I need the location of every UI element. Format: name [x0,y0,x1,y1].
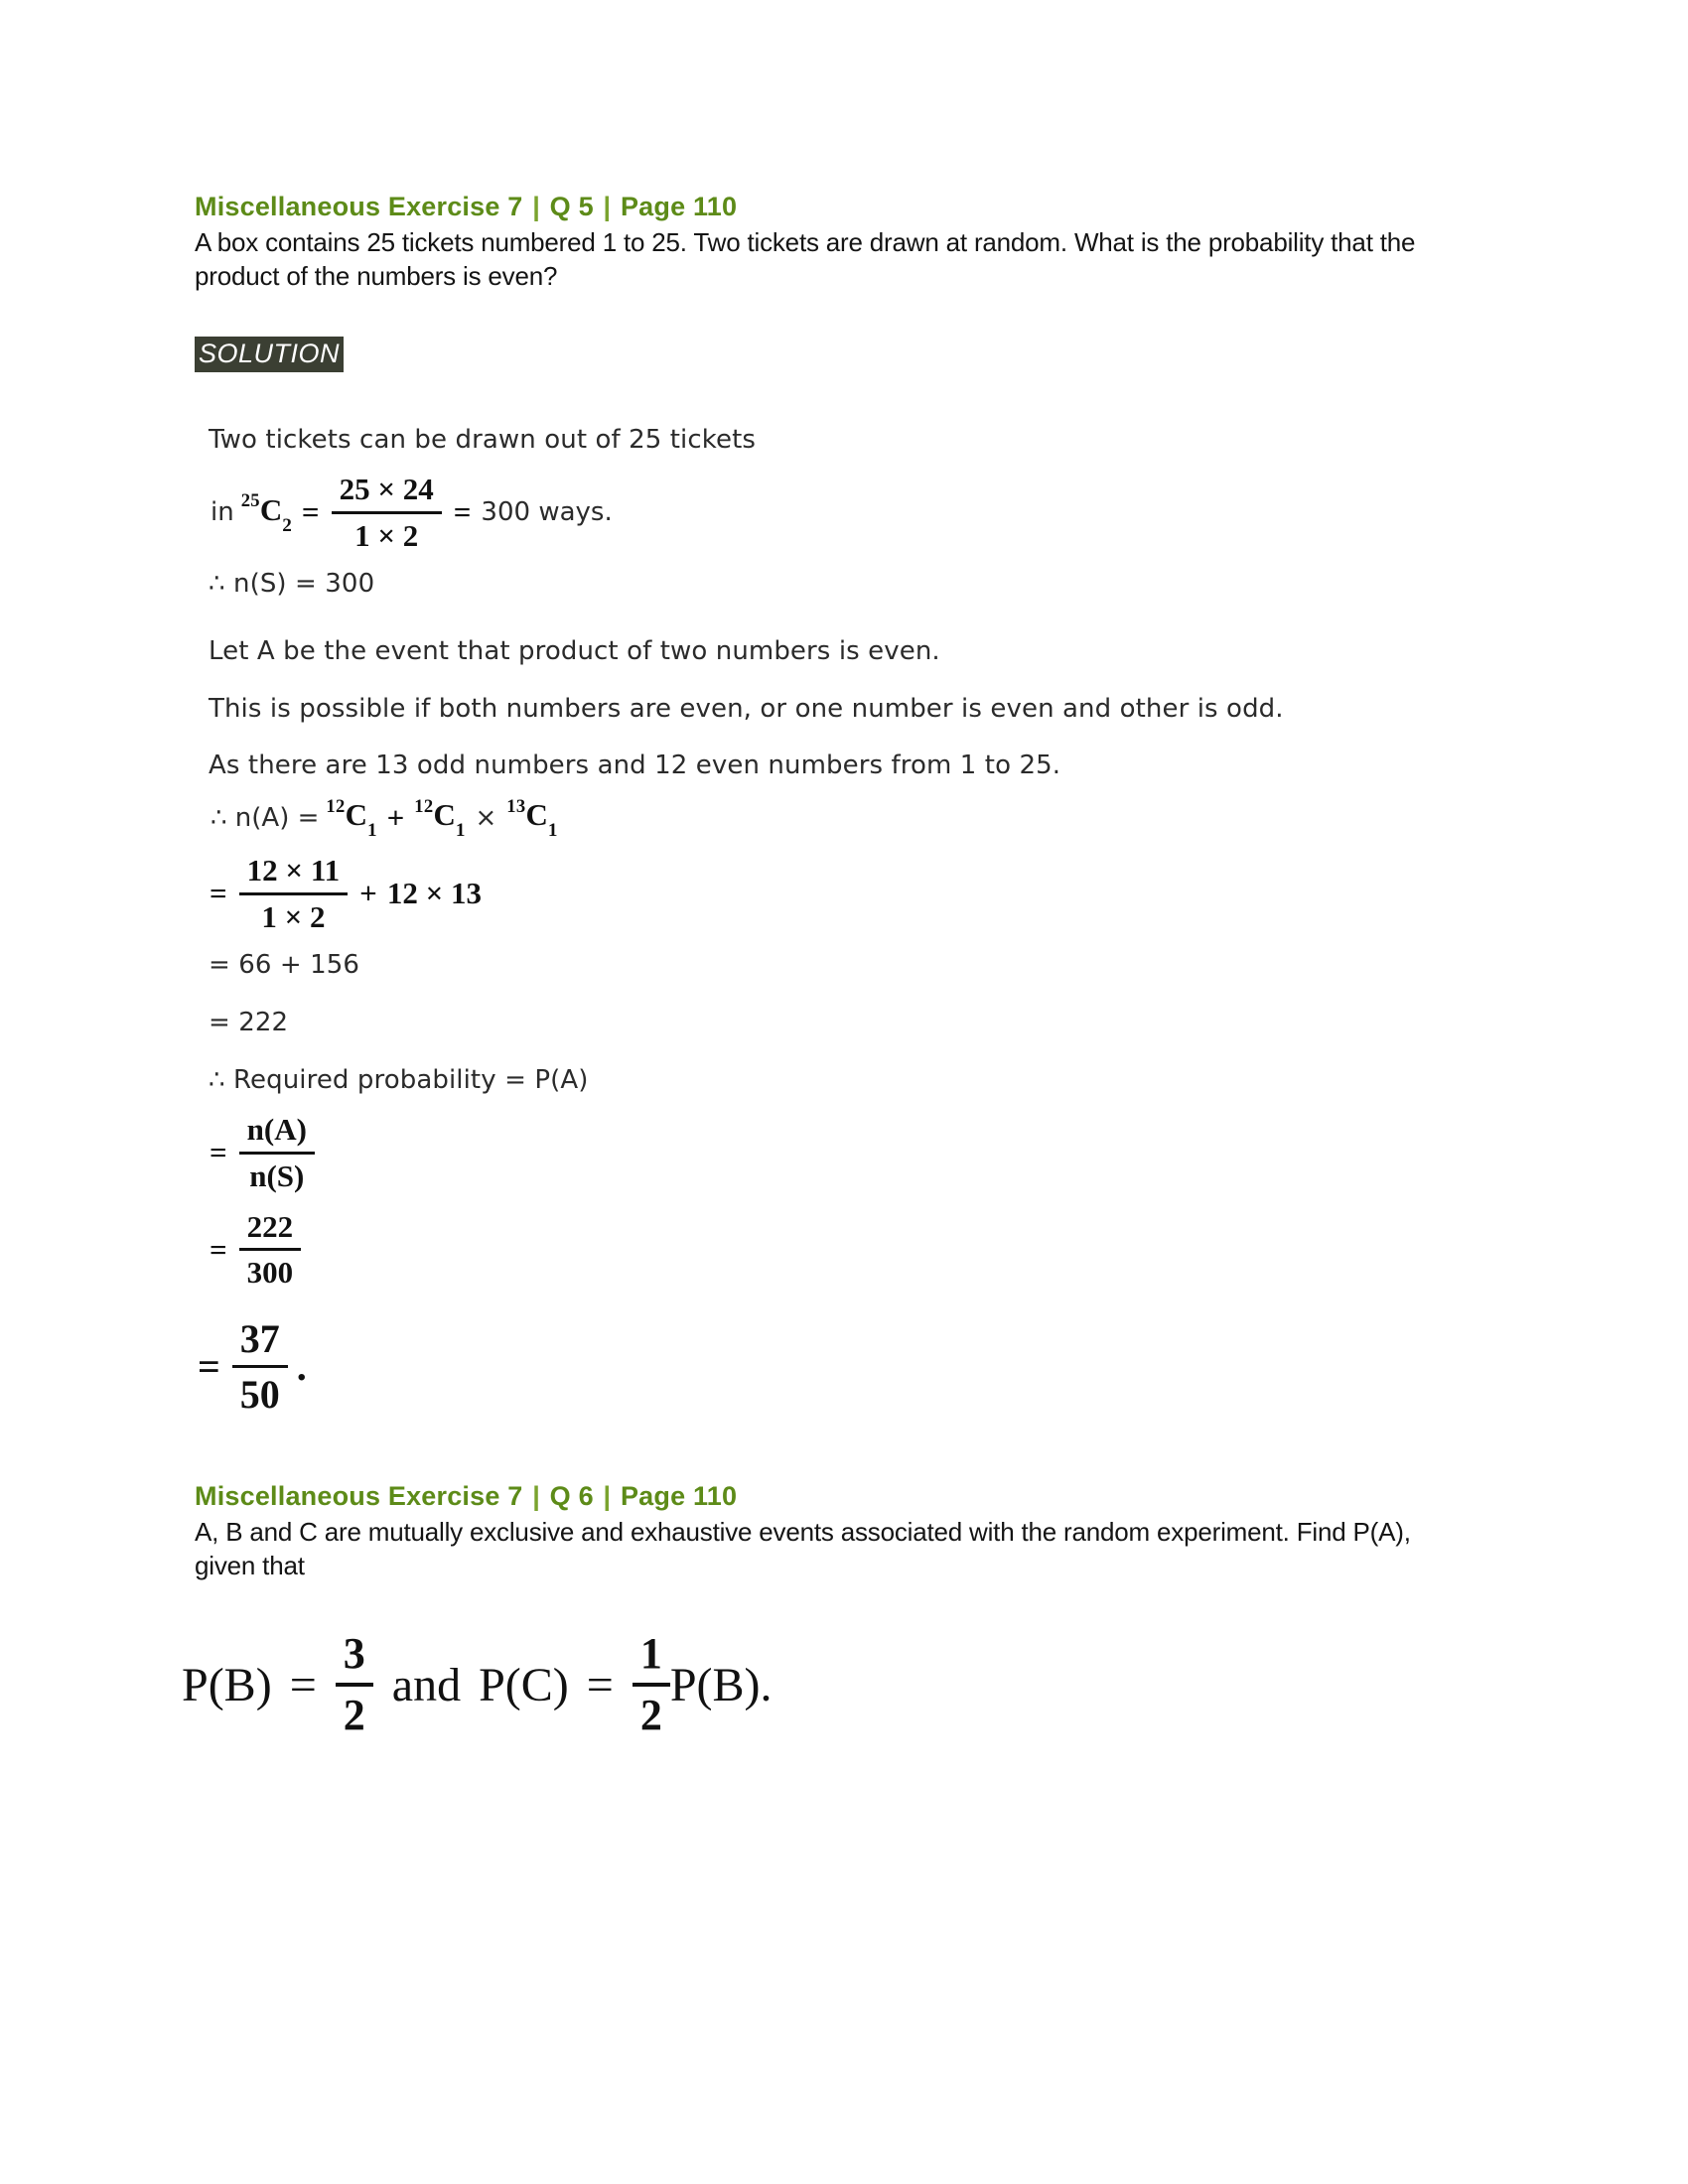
solution-line-ns-300: ∴ n(S) = 300 [209,569,375,600]
fraction-37-over-50 [232,1315,288,1419]
combination-12-choose-1-b [409,795,470,842]
ratio-fraction-bar [239,1152,315,1155]
q6-heading-page: Page 110 [620,1480,738,1511]
combination-25-choose-2 [236,490,297,536]
fraction-denominator: 1 × 2 [354,517,419,553]
q6-heading-separator-2: | [603,1480,612,1511]
probability-b-label-2: P(B) [669,1658,761,1711]
combination-c-symbol-c: C [525,797,548,833]
fraction-na-over-ns [239,1111,315,1194]
combination-r-1-b: 1 [455,820,466,842]
solution-final-answer [193,1315,1476,1419]
ratio-denominator-ns: n(S) [249,1158,305,1193]
expansion-fraction-denominator: 1 × 2 [261,898,326,934]
plus-sign-expansion: + [359,876,377,911]
fraction-1-over-2 [633,1628,670,1741]
expansion-tail-term: 12 × 13 [386,876,482,911]
fraction-numerator: 25 × 24 [339,472,434,507]
solution-label-wrapper [195,337,1476,371]
solution-na-equation [209,795,1476,842]
document-content [182,191,1476,1742]
q6-frac2-bar [633,1683,670,1687]
fraction-bar [332,511,442,514]
combination-r-2: 2 [282,514,292,536]
final-fraction-bar [232,1365,288,1368]
q6-frac2-denominator: 2 [639,1691,662,1740]
equals-sign-final: = [198,1344,220,1390]
solution-label: SOLUTION [195,337,344,371]
equals-sign-1: = [301,494,320,530]
final-period: . [296,1344,307,1390]
q5-heading [195,191,1476,224]
solution-line-event-a: Let A be the event that product of two numbers is even. [209,635,940,666]
value-numerator-222: 222 [246,1209,294,1245]
q6-frac1-denominator: 2 [343,1691,365,1740]
solution-line-sum: = 66 + 156 [209,950,360,981]
q6-question-text: A, B and C are mutually exclusive and exhaustive events associated with the random experiment. Find P(A), given that [195,1516,1411,1580]
equals-sign-value: = [210,1231,227,1267]
na-prefix: ∴ n(A) = [211,802,320,833]
solution-line-required-probability: ∴ Required probability = P(A) [209,1064,589,1095]
combination-c-symbol: C [259,491,283,527]
solution-value-222-300 [205,1208,1476,1292]
q6-frac1-bar [336,1683,373,1687]
solution-combination-equation [209,471,1476,554]
equals-sign-ratio: = [210,1135,227,1170]
equals-sign-2: = [453,494,472,530]
q6-heading-separator-1: | [532,1480,540,1511]
times-sign-na: × [475,802,497,833]
q6-period: . [760,1658,773,1711]
plus-sign-na: + [386,799,405,835]
fraction-25x24-over-1x2 [332,471,442,554]
final-denominator-50: 50 [239,1372,280,1418]
equals-sign-expansion: = [210,876,227,911]
equation-prefix-in: in [211,497,234,528]
q6-block [182,1480,1476,1742]
q5-heading-separator-1: | [532,192,540,221]
expansion-fraction-numerator: 12 × 11 [246,853,341,888]
q6-equation [173,1628,1476,1741]
final-numerator-37: 37 [239,1315,280,1361]
combination-r-1-a: 1 [367,820,377,842]
solution-line-total: = 222 [209,1007,289,1037]
ratio-numerator-na: n(A) [246,1112,307,1148]
fraction-222-over-300 [239,1208,302,1292]
combination-n-13: 13 [506,795,526,817]
combination-r-1-c: 1 [547,820,558,842]
solution-line-1: Two tickets can be drawn out of 25 tickets [209,424,757,455]
q6-equals-sign-2: = [586,1658,614,1711]
q6-conjunction-and: and [391,1658,462,1711]
solution-expansion-equation [205,852,1476,935]
combination-n-12-b: 12 [414,795,434,817]
q6-equals-sign-1: = [289,1658,317,1711]
q6-heading-question: Q 6 [549,1480,594,1511]
probability-b-label: P(B) [182,1658,272,1711]
q5-heading-exercise: Miscellaneous Exercise 7 [195,192,523,221]
q5-heading-page: Page 110 [620,192,738,221]
combination-c-symbol-a: C [345,797,368,833]
value-denominator-300: 300 [246,1255,294,1291]
value-fraction-bar [239,1248,302,1251]
q6-frac2-numerator: 1 [639,1629,662,1679]
equation-result-300-ways: 300 ways. [481,497,613,528]
fraction-12x11-over-1x2 [239,852,348,935]
q6-frac1-numerator: 3 [343,1629,365,1679]
q5-heading-question: Q 5 [549,192,594,221]
q5-heading-separator-2: | [603,192,612,221]
fraction-3-over-2 [336,1628,373,1741]
solution-line-odd-even-counts: As there are 13 odd numbers and 12 even numbers from 1 to 25. [209,751,1061,781]
q6-heading [195,1480,1476,1514]
q5-question-text: A box contains 25 tickets numbered 1 to 25. Two tickets are drawn at random. What is the probability that the product of the numbers is even? [195,226,1416,291]
combination-c-symbol-b: C [433,797,456,833]
combination-n-25: 25 [240,490,260,512]
solution-ratio-na-ns [205,1111,1476,1194]
combination-12-choose-1-a [321,795,381,842]
combination-n-12-a: 12 [326,795,346,817]
probability-c-label: P(C) [479,1658,569,1711]
solution-line-possible-cases: This is possible if both numbers are even, or one number is even and other is odd. [209,693,1284,724]
expansion-fraction-bar [239,892,348,895]
combination-13-choose-1 [501,795,562,842]
q6-heading-exercise: Miscellaneous Exercise 7 [195,1480,523,1511]
q5-solution-body [198,410,1476,1419]
